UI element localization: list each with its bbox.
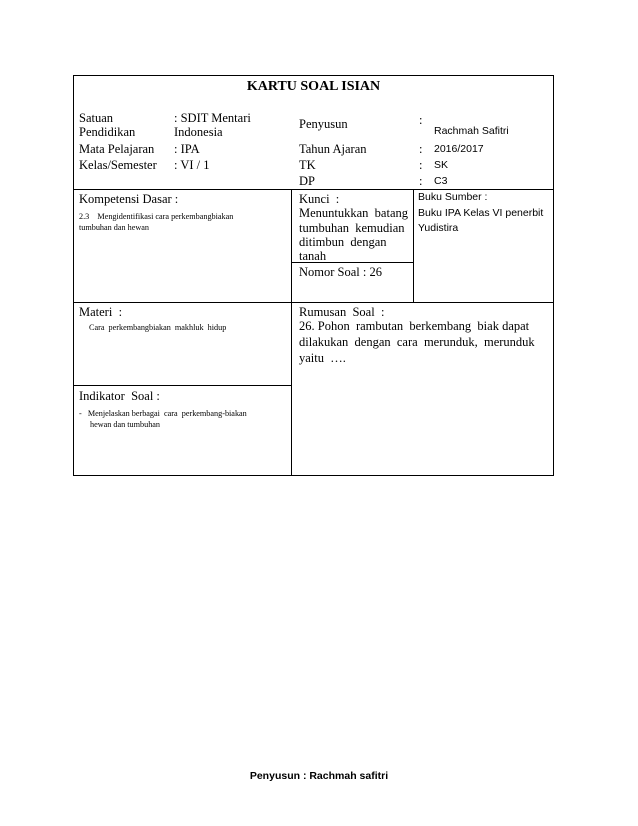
kompetensi-text: 2.3 Mengidentifikasi cara perkembangbiakan [79,212,234,221]
section-divider [73,302,554,303]
column-divider-left [291,189,292,476]
tahun-colon: : [419,142,423,156]
penyusun-label: Penyusun [299,117,348,131]
kunci-label: Kunci : [299,192,340,206]
indikator-text: - Menjelaskan berbagai cara perkembang-biakan [79,409,247,418]
satuan-value: : SDIT Mentari [174,111,251,125]
tahun-label: Tahun Ajaran [299,142,367,156]
dp-colon: : [419,174,423,188]
tk-colon: : [419,158,423,172]
satuan-value-2: Indonesia [174,125,223,139]
kunci-line: tumbuhan kemudian [299,221,405,235]
tahun-value: 2016/2017 [434,143,484,155]
kunci-line: tanah [299,249,327,263]
materi-divider [73,385,291,386]
rumusan-label: Rumusan Soal : [299,305,385,319]
kunci-line: Menuntukkan batang [299,206,409,220]
card-border-bottom [73,475,554,476]
penyusun-value: Rachmah Safitri [434,125,509,137]
column-divider-right [413,189,414,303]
penyusun-colon: : [419,113,423,127]
rumusan-line: 26. Pohon rambutan berkembang biak dapat [299,319,530,333]
card-border-top [73,75,554,76]
kelas-value: : VI / 1 [174,158,210,172]
mapel-label: Mata Pelajaran [79,142,155,156]
mapel-value: : IPA [174,142,200,156]
dp-label: DP [299,174,315,188]
dp-value: C3 [434,175,448,187]
rumusan-line: dilakukan dengan cara merunduk, merunduk [299,335,535,349]
card-title: KARTU SOAL ISIAN [246,79,381,94]
kelas-label: Kelas/Semester [79,158,157,172]
card-border-right [553,75,554,476]
card-border-left [73,75,74,476]
tk-label: TK [299,158,316,172]
satuan-label: Satuan [79,111,114,125]
indikator-text-2: hewan dan tumbuhan [90,420,161,429]
indikator-label: Indikator Soal : [79,389,160,403]
page-footer: Penyusun : Rachmah safitri [249,770,389,782]
kompetensi-label: Kompetensi Dasar : [79,192,179,206]
header-divider [73,189,554,190]
tk-value: SK [434,159,449,171]
nomor-soal: Nomor Soal : 26 [299,265,382,279]
buku-sumber-line: Yudistira [418,222,459,234]
materi-text: Cara perkembangbiakan makhluk hidup [89,323,227,332]
kompetensi-text-2: tumbuhan dan hewan [79,223,150,232]
buku-sumber-line: Buku IPA Kelas VI penerbit [418,207,544,219]
satuan-label-2: Pendidikan [79,125,136,139]
materi-label: Materi : [79,305,123,319]
kunci-line: ditimbun dengan [299,235,387,249]
rumusan-line: yaitu …. [299,351,346,365]
buku-sumber-label: Buku Sumber : [418,191,488,203]
